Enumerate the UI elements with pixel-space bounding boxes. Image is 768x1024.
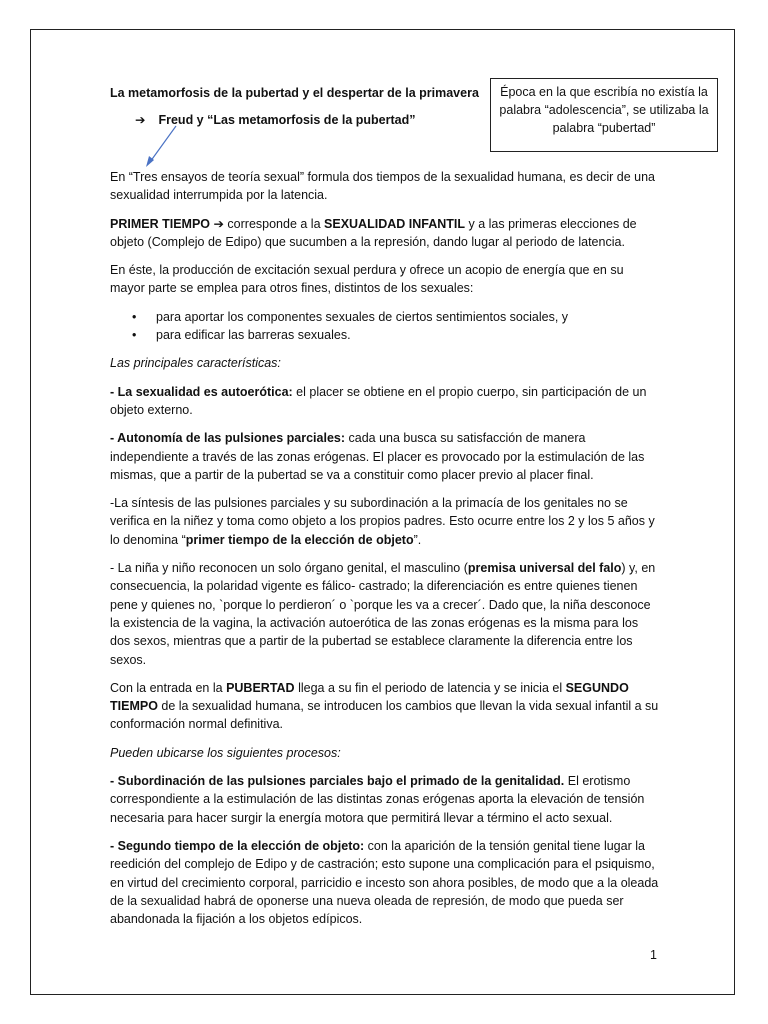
falo-paragraph: - La niña y niño reconocen un solo órgano genital, el masculino (premisa universal del falo) y, en consecuencia, la polaridad vigente es fálico- castrado; la diferenciación es entre quienes tienen pene y quienes no, `porque lo perdieron´ o `porque les va a crecer´. Dado que, la niña desconoce la existencia de la vagina, la activación autoerótica de las zonas erógenas es la misma para los dos sexos, mientras que a partir de la pubertad se establece claramente la diferencia entre los sexos.: [110, 561, 656, 667]
side-note-box: Época en la que escribía no existía la palabra “adolescencia”, se utilizaba la palabra “pubertad”: [490, 78, 718, 152]
sintesis-paragraph: -La síntesis de las pulsiones parciales y su subordinación a la primacía de los genitales no se verifica en la niñez y toma como objeto a los propios padres. Esto ocurre entre los 2 y los 5 años y lo denomina “primer tiempo de la elección de objeto”.: [110, 496, 655, 547]
subordinacion-paragraph: - Subordinación de las pulsiones parciales bajo el primado de la genitalidad. El erotismo correspondiente a la estimulación de las distintas zonas erógenas aporta la elevación de tensión necesaria para hacer surgir la energía motora que permitirá llevar a término el acto sexual.: [110, 774, 645, 825]
subtitle-text: Freud y “Las metamorfosis de la pubertad”: [158, 113, 416, 127]
page-number: 1: [650, 948, 657, 962]
segundo-tiempo-paragraph: - Segundo tiempo de la elección de objeto: con la aparición de la tensión genital tiene lugar la reedición del complejo de Edipo y de castración; esto supone una complicación para el psiquismo, en virtud del crecimiento corporal, parricidio e incesto son ahora posibles, de modo que a la oleada de la sexualidad habrá de oponerse una nueva oleada de represión, de modo que pueda ser abandonada la fijación a los objetos edípicos.: [110, 838, 659, 927]
document-body: [110, 168, 660, 938]
section-heading: Pueden ubicarse los siguientes procesos:: [110, 745, 341, 760]
right-arrow-icon: ➔: [135, 113, 146, 127]
pubertad-paragraph: Con la entrada en la PUBERTAD llega a su fin el periodo de latencia y se inicia el SEGUNDO TIEMPO de la sexualidad humana, se introducen los cambios que llevan la vida sexual infantil a su conformación normal definitiva.: [110, 680, 659, 732]
latencia-paragraph: En éste, la producción de excitación sexual perdura y ofrece un acopio de energía que en su mayor parte se emplea para otros fines, distintos de los sexuales:: [110, 263, 624, 296]
list-item: • para aportar los componentes sexuales de ciertos sentimientos sociales, y: [134, 308, 660, 326]
document-title: La metamorfosis de la pubertad y el despertar de la primavera: [110, 86, 479, 100]
annotation-arrow-icon: [140, 122, 190, 172]
autonomia-paragraph: - Autonomía de las pulsiones parciales: cada una busca su satisfacción de manera independiente a través de las zonas erógenas. El placer es provocado por la estimulación de las mismas, que a partir de la pubertad se va a constituir como placer previo al placer final.: [110, 431, 645, 482]
intro-paragraph: En “Tres ensayos de teoría sexual” formula dos tiempos de la sexualidad humana, es decir de una sexualidad interrumpida por la latencia.: [110, 170, 655, 203]
section-heading: Las principales características:: [110, 356, 281, 371]
fines-list: [110, 308, 660, 345]
list-item: • para edificar las barreras sexuales.: [134, 326, 660, 344]
primer-tiempo-paragraph: PRIMER TIEMPO ➔ corresponde a la SEXUALIDAD INFANTIL y a las primeras elecciones de objeto (Complejo de Edipo) que sucumben a la represión, dando lugar al periodo de latencia.: [110, 216, 637, 249]
autoerotica-paragraph: - La sexualidad es autoerótica: el placer se obtiene en el propio cuerpo, sin participación de un objeto externo.: [110, 384, 647, 417]
